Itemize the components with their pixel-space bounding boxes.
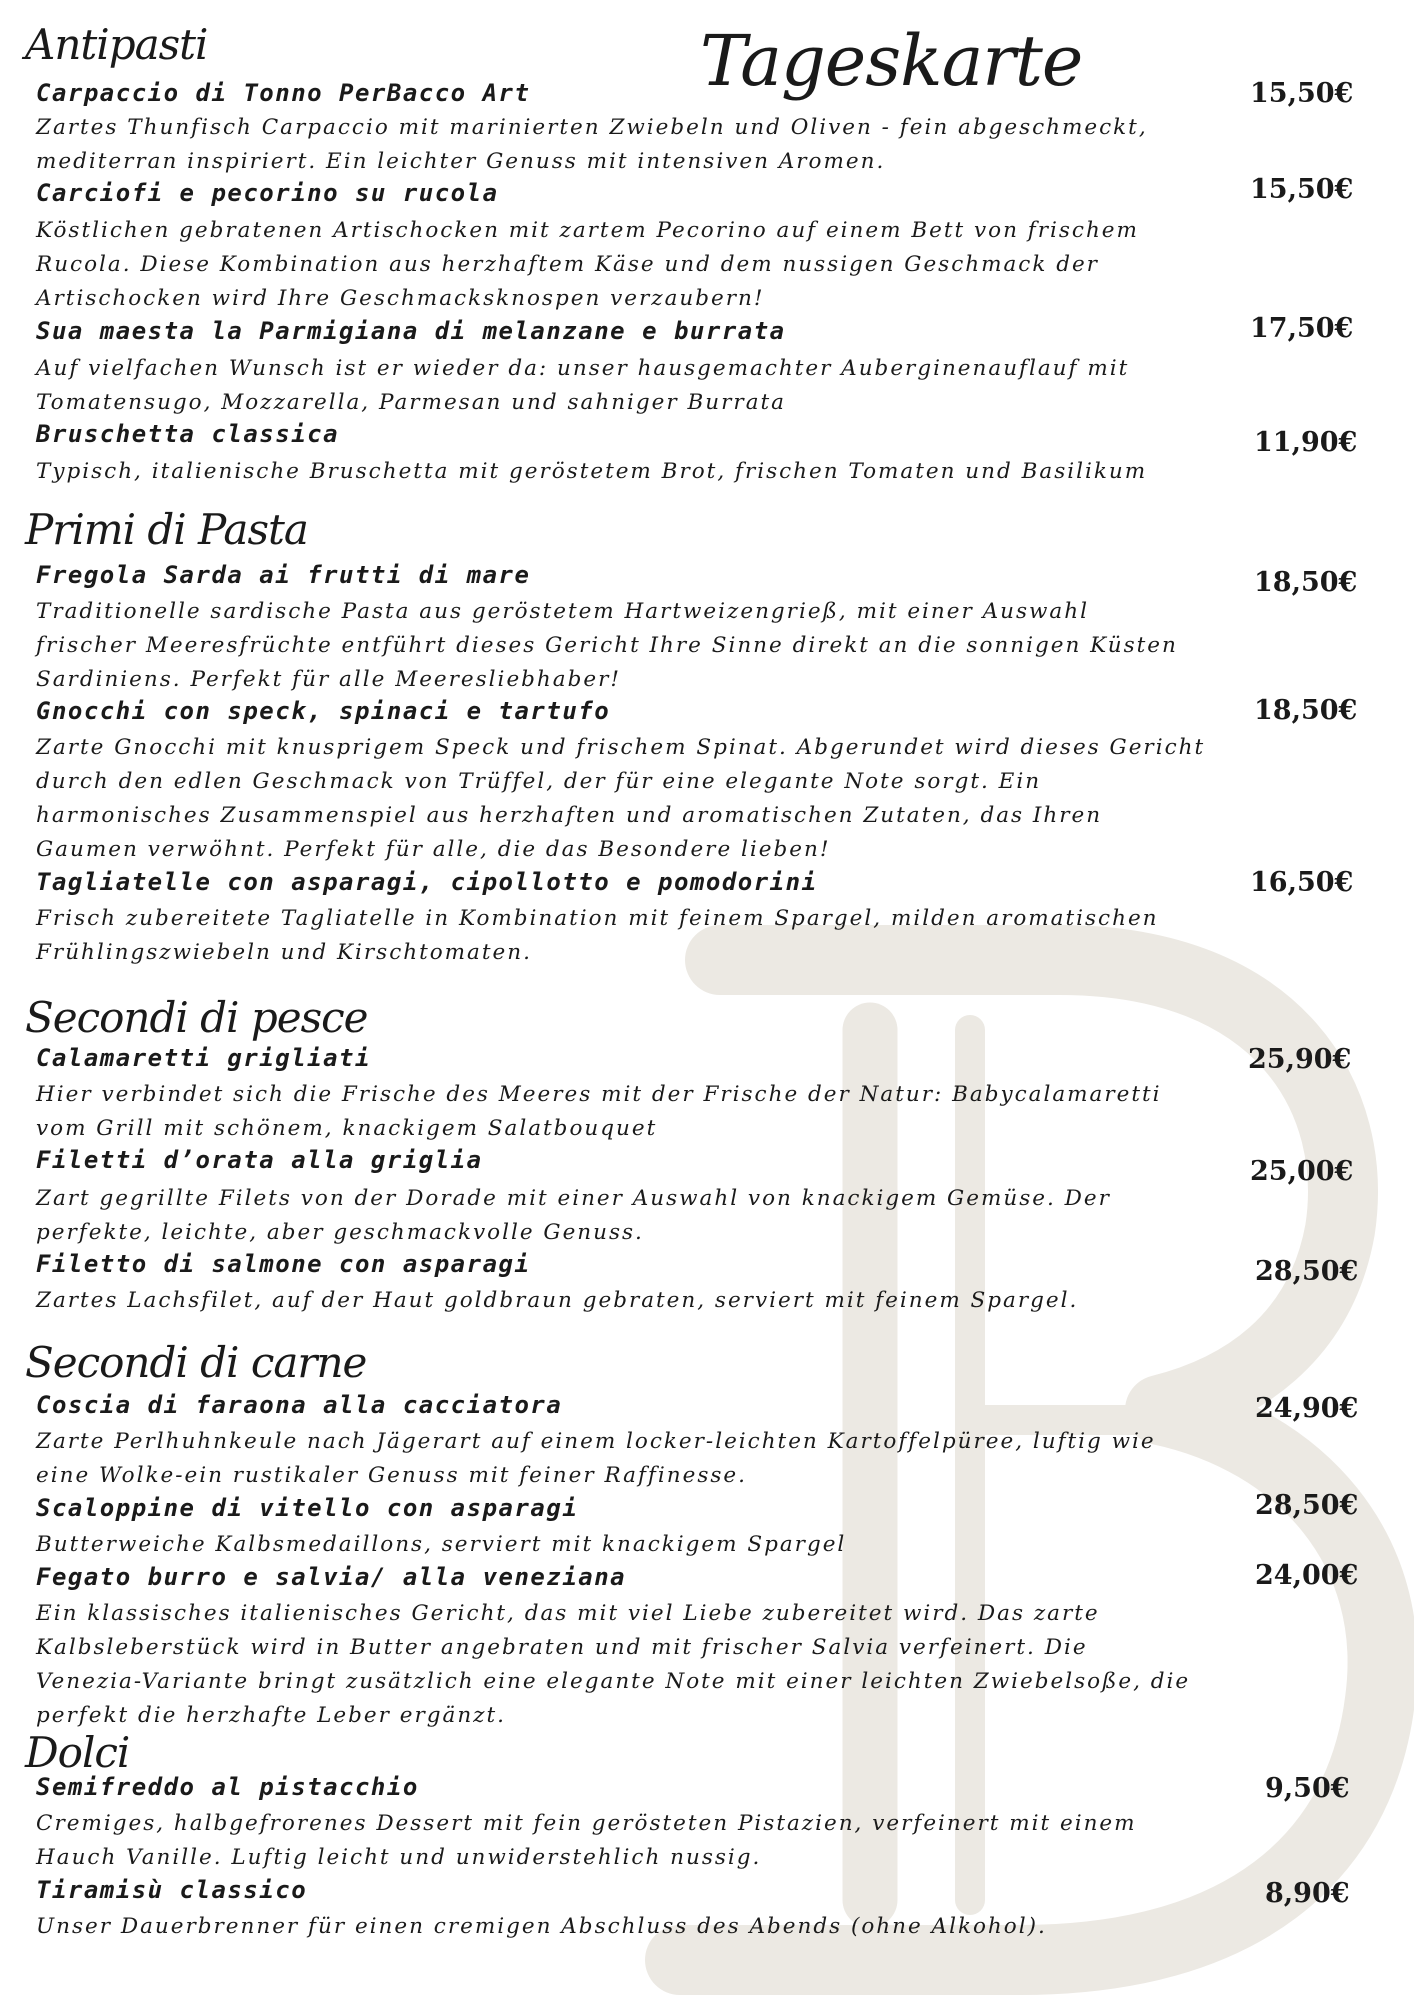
menu-item-description-line: Cremiges, halbgefrorenes Dessert mit fein gerösteten Pistazien, verfeinert mit einem [36, 1811, 1137, 1836]
menu-item-description-line: Hier verbindet sich die Frische des Meeres mit der Frische der Natur: Babycalamaretti [36, 1082, 1162, 1107]
menu-item-name: Fregola Sarda ai frutti di mare [36, 561, 531, 589]
menu-item-description-line: Venezia-Variante bringt zusätzlich eine elegante Note mit einer leichten Zwiebelsoße, die [36, 1669, 1191, 1694]
menu-item-price: 17,50€ [1250, 313, 1354, 344]
menu-item-description-line: frischer Meeresfrüchte entführt dieses Gericht Ihre Sinne direkt an die sonnigen Küsten [36, 633, 1178, 658]
menu-item-price: 24,90€ [1255, 1393, 1359, 1424]
menu-item-name: Bruschetta classica [36, 420, 340, 448]
menu-item-description-line: Auf vielfachen Wunsch ist er wieder da: unser hausgemachter Auberginenauflauf mit [36, 356, 1130, 381]
section-heading-carne: Secondi di carne [25, 1338, 367, 1387]
menu-item-description-line: harmonisches Zusammenspiel aus herzhaften und aromatischen Zutaten, das Ihren [36, 803, 1103, 828]
menu-item-description-line: Ein klassisches italienisches Gericht, das mit viel Liebe zubereitet wird. Das zarte [36, 1601, 1100, 1626]
page-title: Tageskarte [700, 20, 1083, 102]
menu-item-price: 18,50€ [1254, 567, 1358, 598]
menu-item-description-line: Artischocken wird Ihre Geschmacksknospen verzaubern! [36, 286, 765, 311]
menu-item-description-line: Tomatensugo, Mozzarella, Parmesan und sahniger Burrata [36, 390, 786, 415]
section-heading-primi: Primi di Pasta [25, 505, 308, 554]
menu-item-name: Carciofi e pecorino su rucola [36, 179, 499, 207]
menu-item-price: 9,50€ [1265, 1773, 1350, 1804]
menu-item-price: 18,50€ [1254, 695, 1358, 726]
menu-item-name: Semifreddo al pistacchio [36, 1773, 419, 1801]
menu-item-name: Sua maesta la Parmigiana di melanzane e burrata [36, 317, 786, 345]
menu-item-name: Filetti d’orata alla griglia [36, 1146, 483, 1174]
menu-item-price: 8,90€ [1265, 1878, 1350, 1909]
menu-item-description-line: Gaumen verwöhnt. Perfekt für alle, die das Besondere lieben! [36, 837, 831, 862]
section-heading-antipasti: Antipasti [25, 20, 208, 69]
menu-item-description-line: Traditionelle sardische Pasta aus geröstetem Hartweizengrieß, mit einer Auswahl [36, 599, 1089, 624]
menu-item-price: 24,00€ [1255, 1560, 1359, 1591]
menu-item-price: 28,50€ [1255, 1256, 1359, 1287]
menu-item-name: Filetto di salmone con asparagi [36, 1250, 531, 1278]
menu-item-price: 16,50€ [1250, 867, 1354, 898]
menu-item-description-line: Hauch Vanille. Luftig leicht und unwiderstehlich nussig. [36, 1845, 762, 1870]
menu-item-description-line: Zarte Perlhuhnkeule nach Jägerart auf einem locker-leichten Kartoffelpüree, luftig wie [36, 1429, 1156, 1454]
menu-item-name: Scaloppine di vitello con asparagi [36, 1494, 579, 1522]
menu-item-price: 15,50€ [1250, 174, 1354, 205]
menu-item-description-line: perfekte, leichte, aber geschmackvolle Genuss. [36, 1220, 644, 1245]
menu-item-description-line: eine Wolke-ein rustikaler Genuss mit feiner Raffinesse. [36, 1463, 747, 1488]
menu-item-name: Gnocchi con speck, spinaci e tartufo [36, 697, 611, 725]
menu-item-name: Tiramisù classico [36, 1876, 308, 1904]
section-heading-dolci: Dolci [25, 1728, 130, 1777]
menu-item-description-line: vom Grill mit schönem, knackigem Salatbouquet [36, 1116, 658, 1141]
section-heading-pesce: Secondi di pesce [25, 993, 368, 1042]
menu-item-name: Calamaretti grigliati [36, 1044, 371, 1072]
menu-item-description-line: Zarte Gnocchi mit knusprigem Speck und frischem Spinat. Abgerundet wird dieses Gericht [36, 735, 1206, 760]
menu-item-name: Coscia di faraona alla cacciatora [36, 1391, 563, 1419]
menu-item-description-line: mediterran inspiriert. Ein leichter Genuss mit intensiven Aromen. [36, 149, 886, 174]
menu-item-description-line: Frühlingszwiebeln und Kirschtomaten. [36, 940, 532, 965]
menu-item-description-line: Sardiniens. Perfekt für alle Meeresliebhaber! [36, 667, 621, 692]
menu-item-price: 25,00€ [1250, 1156, 1354, 1187]
menu-item-price: 25,90€ [1248, 1044, 1352, 1075]
menu-item-description-line: perfekt die herzhafte Leber ergänzt. [36, 1703, 506, 1728]
menu-item-description-line: Frisch zubereitete Tagliatelle in Kombination mit feinem Spargel, milden aromatischen [36, 906, 1159, 931]
menu-item-price: 15,50€ [1250, 78, 1354, 109]
menu-item-description-line: Zart gegrillte Filets von der Dorade mit einer Auswahl von knackigem Gemüse. Der [36, 1186, 1111, 1211]
menu-item-description-line: Zartes Lachsfilet, auf der Haut goldbraun gebraten, serviert mit feinem Spargel. [36, 1288, 1079, 1313]
menu-item-name: Tagliatelle con asparagi, cipollotto e pomodorini [36, 868, 818, 896]
menu-item-price: 28,50€ [1255, 1490, 1359, 1521]
menu-item-description-line: Rucola. Diese Kombination aus herzhaftem Käse und dem nussigen Geschmack der [36, 252, 1099, 277]
menu-item-description-line: Typisch, italienische Bruschetta mit geröstetem Brot, frischen Tomaten und Basilikum [36, 459, 1148, 484]
menu-item-description-line: Kalbsleberstück wird in Butter angebraten und mit frischer Salvia verfeinert. Die [36, 1635, 1088, 1660]
menu-item-name: Carpaccio di Tonno PerBacco Art [36, 79, 531, 107]
menu-item-description-line: Zartes Thunfisch Carpaccio mit marinierten Zwiebeln und Oliven - fein abgeschmeckt, [36, 115, 1148, 140]
menu-item-description-line: Butterweiche Kalbsmedaillons, serviert mit knackigem Spargel [36, 1532, 847, 1557]
menu-item-price: 11,90€ [1254, 427, 1358, 458]
menu-item-description-line: Unser Dauerbrenner für einen cremigen Abschluss des Abends (ohne Alkohol). [36, 1914, 1047, 1939]
menu-item-name: Fegato burro e salvia/ alla veneziana [36, 1563, 627, 1591]
menu-item-description-line: Köstlichen gebratenen Artischocken mit zartem Pecorino auf einem Bett von frischem [36, 218, 1139, 243]
menu-item-description-line: durch den edlen Geschmack von Trüffel, der für eine elegante Note sorgt. Ein [36, 769, 1042, 794]
